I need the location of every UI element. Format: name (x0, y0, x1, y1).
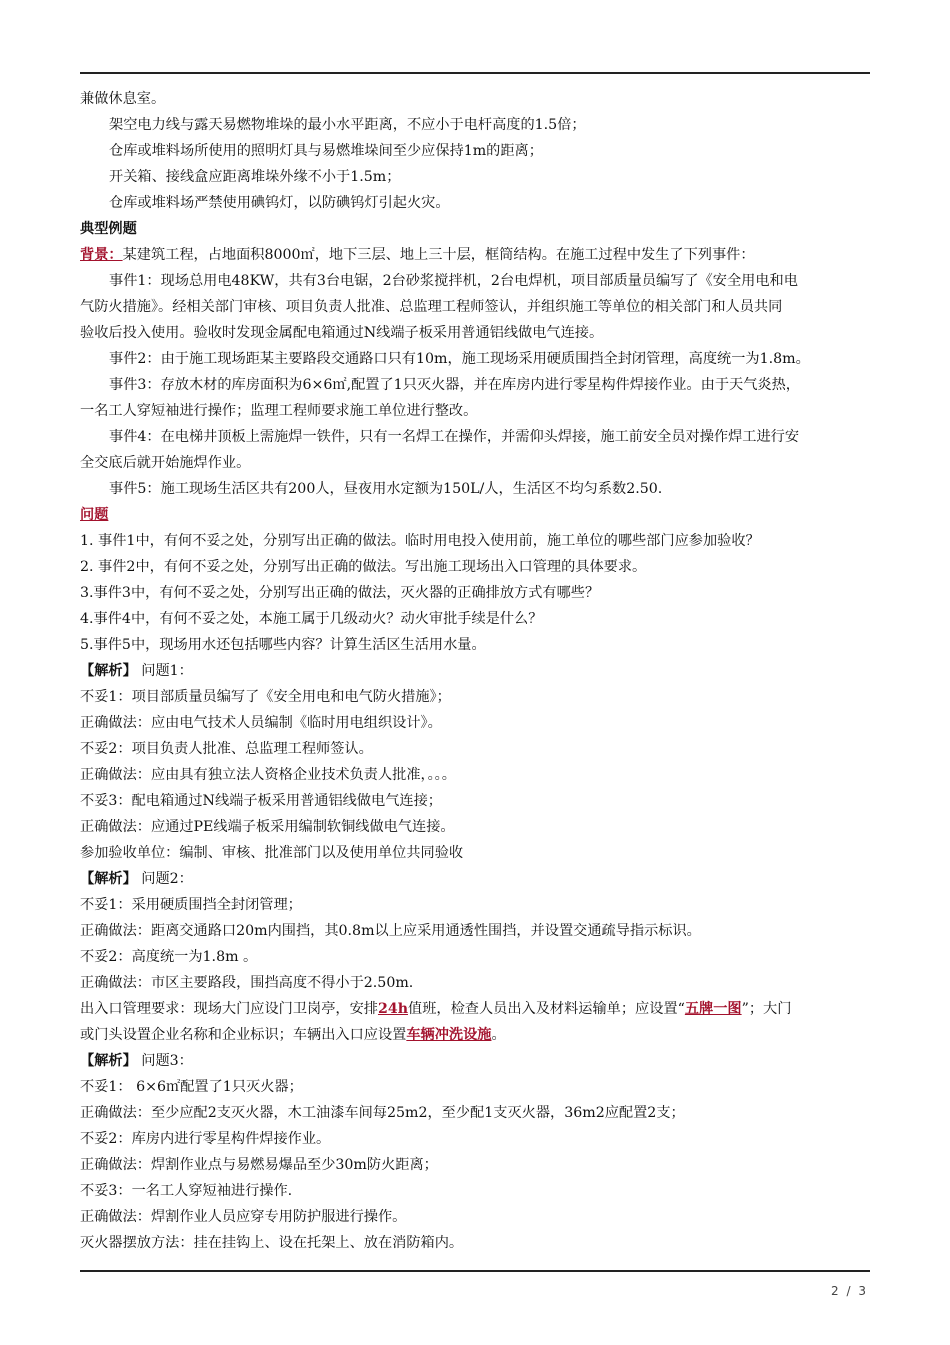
answer-line (80, 1022, 870, 1048)
answer-line: 灭火器摆放方法：挂在挂钩上、设在托架上、放在消防箱内。 (80, 1235, 464, 1251)
keyword-highlight: 24h (377, 1001, 409, 1017)
event-line: 事件4：在电梯井顶板上需施焊一铁件，只有一名焊工在操作，并需仰头焊接，施工前安全员对操作焊工进行安 (109, 429, 800, 445)
answer-line: 不妥2：库房内进行零星构件焊接作业。 (80, 1131, 331, 1147)
answer-line: 不妥1：采用硬质围挡全封闭管理； (80, 897, 302, 913)
answer-text: 值班，检查人员出入及材料运输单；应设置“ (408, 1001, 685, 1017)
question-item: 1. 事件1中，有何不妥之处，分别写出正确的做法。临时用电投入使用前，施工单位的哪些部门应参加验收？ (80, 533, 760, 549)
keyword-highlight: 五牌一图 (684, 1001, 742, 1017)
answer-line: 参加验收单位：编制、审核、批准部门以及使用单位共同验收 (80, 845, 464, 861)
answer-line: 正确做法：市区主要路段，围挡高度不得小于2.50m. (80, 975, 414, 991)
event-line: 事件3：存放木材的库房面积为6×6㎡,配置了1只灭火器，并在库房内进行零星构件焊接作业。由于天气炎热， (109, 377, 800, 393)
answer-line: 正确做法：焊割作业点与易燃易爆品至少30m防火距离； (80, 1157, 438, 1173)
answer-line: 正确做法：应由具有独立法人资格企业技术负责人批准，。。。 (80, 767, 456, 783)
header-rule (80, 72, 870, 74)
event-line: 气防火措施》。经相关部门审核、项目负责人批准、总监理工程师签认，并组织施工等单位的相关部门和人员共同 (80, 299, 783, 315)
intro-line: 仓库或堆料场所使用的照明灯具与易燃堆垛间至少应保持1m的距离； (109, 143, 543, 159)
answer-line: 不妥3：配电箱通过N线端子板采用普通铝线做电气连接； (80, 793, 442, 809)
intro-line: 兼做休息室。 (80, 91, 166, 107)
answer-line: 不妥1：项目部质量员编写了《安全用电和电气防火措施》； (80, 689, 451, 705)
intro-line: 开关箱、接线盒应距离堆垛外缘不小于1.5m； (109, 169, 401, 185)
answer-label: 【解析】 (80, 663, 137, 679)
question-item: 4.事件4中，有何不妥之处，本施工属于几级动火？动火审批手续是什么？ (80, 611, 543, 627)
answer-text: 出入口管理要求：现场大门应设门卫岗亭，安排 (80, 1001, 378, 1017)
answer-line: 不妥3：一名工人穿短袖进行操作. (80, 1183, 293, 1199)
question-item: 3.事件3中，有何不妥之处，分别写出正确的做法，灭火器的正确排放方式有哪些？ (80, 585, 600, 601)
questions-heading-line (80, 502, 870, 528)
answer-line: 正确做法：应通过PE线端子板采用编制软铜线做电气连接。 (80, 819, 455, 835)
answer-line: 正确做法：距离交通路口20m内围挡，其0.8m以上应采用通透性围挡，并设置交通疏导指示标识。 (80, 923, 701, 939)
answer-line: 正确做法：焊割作业人员应穿专用防护服进行操作。 (80, 1209, 407, 1225)
answer-text: 或门头设置企业名称和企业标识；车辆出入口应设置 (80, 1027, 407, 1043)
questions-heading: 问题 (80, 507, 109, 523)
answer-heading (80, 866, 870, 892)
answer-text: 。 (491, 1027, 506, 1043)
footer-rule (80, 1270, 870, 1272)
answer-text: ”；大门 (741, 1001, 792, 1017)
answer-question: 问题1： (136, 663, 193, 679)
answer-heading (80, 658, 870, 684)
answer-line: 不妥1： 6×6㎡配置了1只灭火器； (80, 1079, 303, 1095)
answer-line: 不妥2：高度统一为1.8m 。 (80, 949, 258, 965)
keyword-highlight: 车辆冲洗设施 (406, 1027, 492, 1043)
document-body (80, 86, 870, 1256)
answer-line: 正确做法：应由电气技术人员编制《临时用电组织设计》。 (80, 715, 442, 731)
event-line: 验收后投入使用。验收时发现金属配电箱通过N线端子板采用普通铝线做电气连接。 (80, 325, 604, 341)
intro-line: 仓库或堆料场严禁使用碘钨灯，以防碘钨灯引起火灾。 (109, 195, 450, 211)
event-line: 事件5：施工现场生活区共有200人，昼夜用水定额为150L/人，生活区不均匀系数2.50. (109, 481, 663, 497)
event-line: 全交底后就开始施焊作业。 (80, 455, 251, 471)
background-line (80, 242, 870, 268)
answer-line: 不妥2：项目负责人批准、总监理工程师签认。 (80, 741, 373, 757)
answer-label: 【解析】 (80, 871, 137, 887)
example-heading: 典型例题 (80, 221, 137, 237)
question-item: 5.事件5中，现场用水还包括哪些内容？计算生活区生活用水量。 (80, 637, 486, 653)
answer-question: 问题3： (136, 1053, 193, 1069)
event-line: 事件1：现场总用电48KW，共有3台电锯，2台砂浆搅拌机，2台电焊机，项目部质量员编写了《安全用电和电 (109, 273, 798, 289)
page-number: 2 / 3 (831, 1284, 868, 1298)
background-label: 背景： (80, 247, 123, 263)
answer-label: 【解析】 (80, 1053, 137, 1069)
answer-heading (80, 1048, 870, 1074)
answer-line: 正确做法：至少应配2支灭火器，木工油漆车间每25m2，至少配1支灭火器，36m2应配置2支； (80, 1105, 685, 1121)
answer-question: 问题2： (136, 871, 193, 887)
event-line: 事件2：由于施工现场距某主要路段交通路口只有10m，施工现场采用硬质围挡全封闭管理，高度统一为1.8m。 (109, 351, 810, 367)
intro-line: 架空电力线与露天易燃物堆垛的最小水平距离，不应小于电杆高度的1.5倍； (109, 117, 586, 133)
answer-line (80, 996, 870, 1022)
background-text: 某建筑工程，占地面积8000㎡，地下三层、地上三十层，框筒结构。在施工过程中发生了下列事件： (122, 247, 755, 263)
question-item: 2. 事件2中，有何不妥之处，分别写出正确的做法。写出施工现场出入口管理的具体要求。 (80, 559, 647, 575)
event-line: 一名工人穿短袖进行操作；监理工程师要求施工单位进行整改。 (80, 403, 478, 419)
